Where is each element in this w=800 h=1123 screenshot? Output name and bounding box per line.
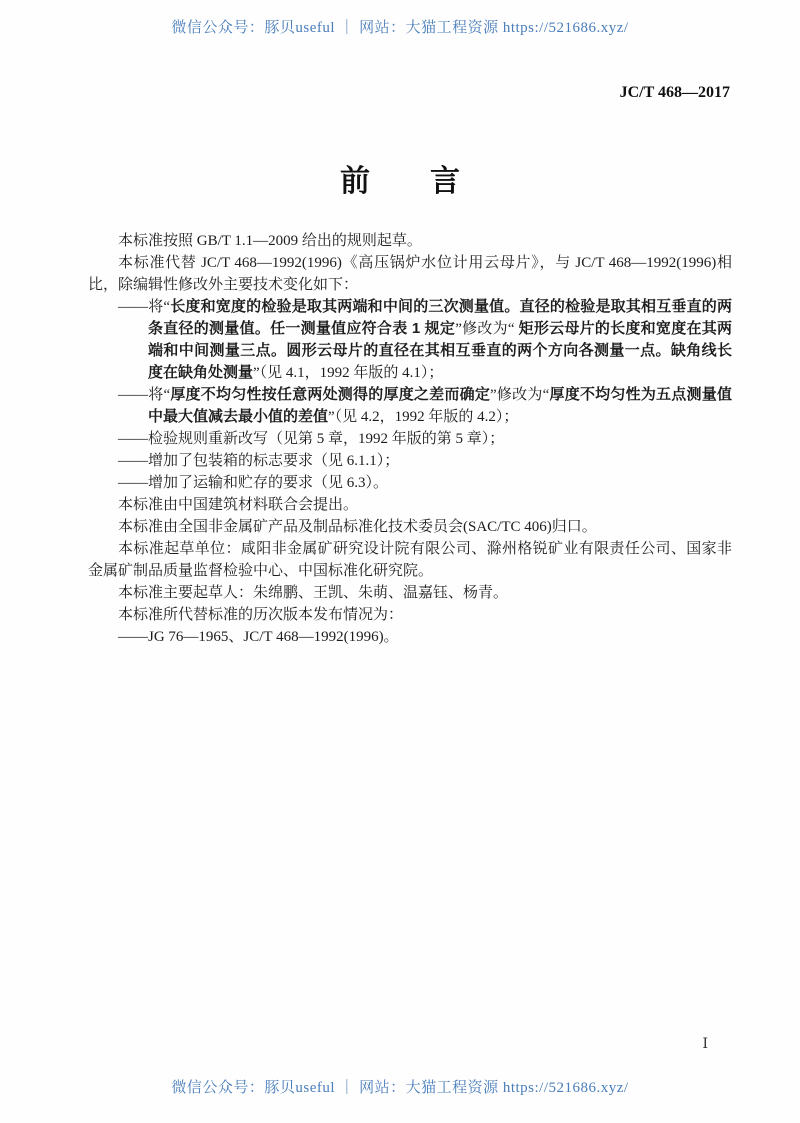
page-number: Ⅰ	[702, 1037, 708, 1052]
paragraph	[88, 450, 732, 472]
paragraph	[88, 428, 732, 450]
body-text: 本标准起草单位：咸阳非金属矿研究设计院有限公司、滁州格锐矿业有限责任公司、国家非金属矿制品质量监督检验中心、中国标准化研究院。	[88, 541, 732, 579]
emphasized-text: 厚度不均匀性按任意两处测得的厚度之差而确定	[170, 386, 491, 403]
footer-watermark: 微信公众号：豚贝useful ｜ 网站：大猫工程资源 https://521686.xyz/	[171, 1080, 629, 1096]
emphasized-text: 矩形云母片的长度和宽度在其两端和中间测量三点。圆形云母片的直径在其相互垂直的两个方向各测量一点。缺角线长度在缺角处测量	[148, 320, 732, 381]
header-watermark: 微信公众号：豚贝useful ｜ 网站：大猫工程资源 https://521686.xyz/	[171, 20, 629, 36]
paragraph	[88, 582, 732, 604]
paragraph	[88, 252, 732, 296]
paragraph	[88, 494, 732, 516]
body-text: ”修改为“	[455, 321, 519, 337]
body-text: 本标准按照 GB/T 1.1—2009 给出的规则起草。	[118, 233, 422, 249]
body-text: 本标准所代替标准的历次版本发布情况为：	[118, 607, 404, 623]
body-text: ”修改为“	[490, 387, 550, 403]
body-text: ——增加了运输和贮存的要求（见 6.3）。	[118, 475, 389, 491]
emphasized-text: 长度和宽度的检验是取其两端和中间的三次测量值。直径的检验是取其相互垂直的两条直径的测量值。任一测量值应符合表 1 规定	[148, 298, 732, 337]
body-text: ——JG 76—1965、JC/T 468—1992(1996)。	[118, 629, 399, 645]
paragraph	[88, 296, 732, 384]
body-text: 本标准由全国非金属矿产品及制品标准化技术委员会(SAC/TC 406)归口。	[118, 519, 597, 535]
document-body	[88, 230, 732, 648]
body-text: ——检验规则重新改写（见第 5 章，1992 年版的第 5 章）；	[118, 431, 505, 447]
page-title: 前 言	[340, 165, 460, 198]
paragraph	[88, 604, 732, 626]
body-text: 本标准主要起草人：朱绵鹏、王凯、朱萌、温嘉钰、杨青。	[118, 585, 509, 601]
body-text: ——增加了包装箱的标志要求（见 6.1.1）；	[118, 453, 400, 469]
body-text: ——将“	[118, 387, 171, 403]
body-text: 本标准代替 JC/T 468—1992(1996)《高压锅炉水位计用云母片》，与 JC/T 468—1992(1996)相比，除编辑性修改外主要技术变化如下：	[88, 255, 732, 293]
paragraph	[88, 516, 732, 538]
standard-code: JC/T 468—2017	[619, 84, 730, 101]
body-text: ”（见 4.1，1992 年版的 4.1）；	[253, 365, 444, 381]
paragraph	[88, 472, 732, 494]
emphasized-text: 厚度不均匀性为五点测量值中最大值减去最小值的差值	[148, 386, 732, 425]
body-text: ——将“	[118, 299, 171, 315]
paragraph	[88, 626, 732, 648]
body-text: ”（见 4.2，1992 年版的 4.2）；	[328, 409, 519, 425]
paragraph	[88, 538, 732, 582]
paragraph	[88, 230, 732, 252]
body-text: 本标准由中国建筑材料联合会提出。	[118, 497, 359, 513]
paragraph	[88, 384, 732, 428]
